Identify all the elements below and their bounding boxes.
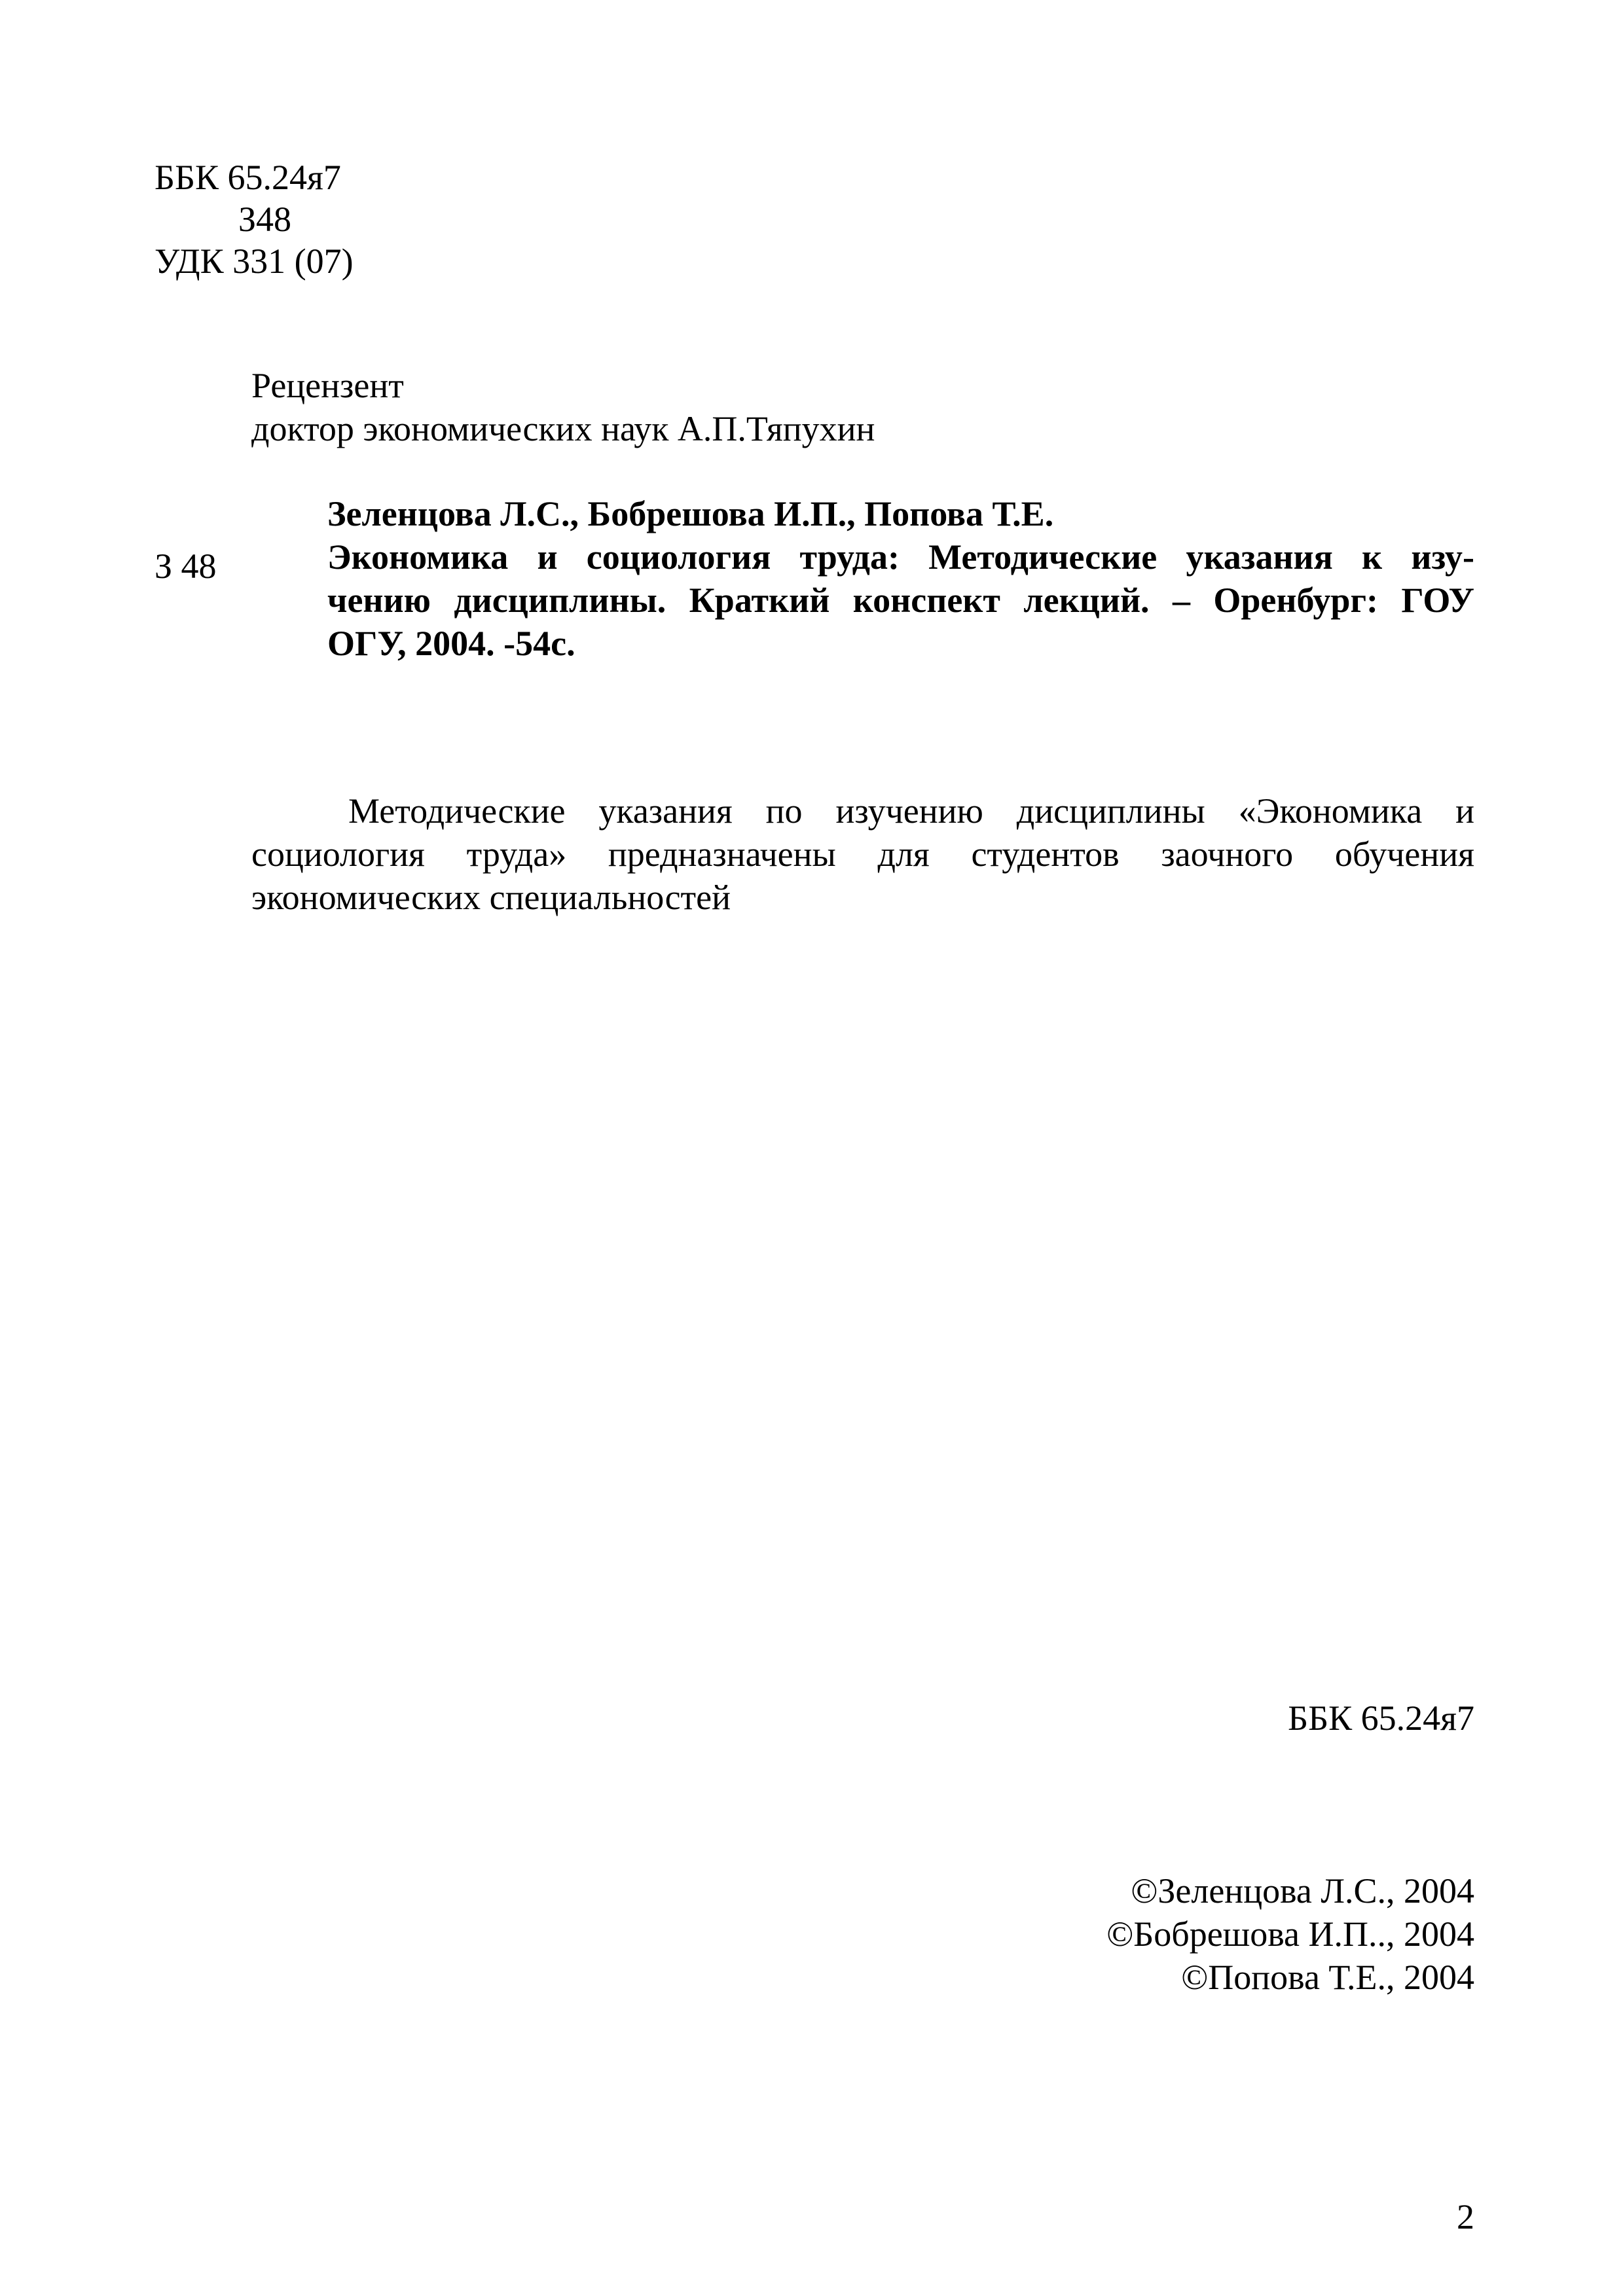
record-authors: Зеленцова Л.С., Бобрешова И.П., Попова Т.Е. [327, 494, 1054, 533]
annotation-line: социология труда» предназначены для студентов заочного обучения [251, 834, 1474, 874]
author-sign-code: З48 [238, 200, 292, 239]
copyright-line: ©Бобрешова И.П.., 2004 [1106, 1914, 1474, 1954]
annotation-line: экономических специальностей [251, 878, 731, 917]
copyright-line: ©Попова Т.Е., 2004 [1181, 1958, 1474, 1997]
bbk-index: ББК 65.24я7 [155, 158, 341, 197]
record-title-line: Экономика и социология труда: Методические указания к изу- [327, 537, 1474, 577]
record-title-line: ОГУ, 2004. -54с. [327, 624, 575, 663]
bbk-index-bottom: ББК 65.24я7 [1288, 1698, 1474, 1738]
record-code: З 48 [155, 547, 217, 586]
reviewer-label: Рецензент [251, 366, 404, 405]
record-title-line: чению дисциплины. Краткий конспект лекций. – Оренбург: ГОУ [327, 581, 1474, 620]
page-number: 2 [1457, 2197, 1474, 2236]
reviewer-name: доктор экономических наук А.П.Тяпухин [251, 409, 875, 448]
annotation-line: Методические указания по изучению дисциплины «Экономика и [348, 791, 1474, 831]
udk-index: УДК 331 (07) [155, 242, 354, 281]
copyright-line: ©Зеленцова Л.С., 2004 [1131, 1871, 1474, 1910]
